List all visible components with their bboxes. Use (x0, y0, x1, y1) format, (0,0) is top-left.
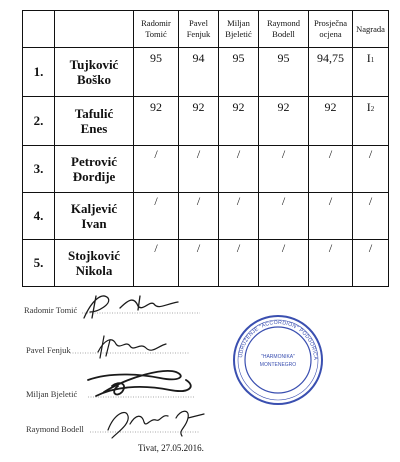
average-cell: / (309, 146, 353, 193)
signature-label-bodell: Raymond Bodell (26, 424, 84, 434)
award-cell: / (353, 146, 389, 193)
row-number: 1. (23, 48, 55, 97)
signature-scribble-bodell (108, 411, 204, 438)
header-judge-2-label: Pavel Fenjuk (186, 18, 211, 39)
row-number: 3. (23, 146, 55, 193)
contestant-name: Kaljević Ivan (55, 193, 134, 240)
score-cell: / (259, 146, 309, 193)
signature-label-bjeletic: Miljan Bjeletić (26, 389, 78, 399)
row-number: 5. (23, 240, 55, 287)
contestant-name: Tujković Boško (55, 48, 134, 97)
svg-text:"HARMONIKA": "HARMONIKA" (261, 354, 295, 360)
score-cell: 95 (259, 48, 309, 97)
award-cell: I2 (353, 97, 389, 146)
average-cell: 92 (309, 97, 353, 146)
average-cell: / (309, 193, 353, 240)
header-average-label: Prosječna ocjena (313, 18, 348, 39)
signature-scribble-fenjuk (98, 336, 166, 358)
score-cell: / (179, 240, 219, 287)
score-cell: / (134, 193, 179, 240)
score-cell: 92 (219, 97, 259, 146)
award-cell: / (353, 240, 389, 287)
score-cell: 92 (259, 97, 309, 146)
row-number: 4. (23, 193, 55, 240)
score-cell: / (179, 193, 219, 240)
score-cell: / (259, 240, 309, 287)
award-cell: I1 (353, 48, 389, 97)
contestant-name: Petrović Đorđije (55, 146, 134, 193)
score-cell: / (134, 240, 179, 287)
score-cell: / (219, 146, 259, 193)
score-cell: 95 (134, 48, 179, 97)
header-judge-1-label: Radomir Tomić (141, 18, 171, 39)
row-number: 2. (23, 97, 55, 146)
contestant-name: Stojković Nikola (55, 240, 134, 287)
header-award-label: Nagrada (356, 23, 385, 34)
score-cell: / (219, 193, 259, 240)
svg-text:UDRUŽENJE "ACCORDION" PODGORIC: UDRUŽENJE "ACCORDION" PODGORICA (238, 319, 319, 361)
header-judge-3-label: Miljan Bjeletić (225, 18, 252, 39)
place-date: Tivat, 27.05.2016. (138, 443, 204, 453)
stamp-seal (234, 316, 322, 404)
average-cell: / (309, 240, 353, 287)
signature-label-tomic: Radomir Tomić (24, 305, 78, 315)
score-cell: 92 (134, 97, 179, 146)
score-cell: 94 (179, 48, 219, 97)
header-judge-4-label: Raymond Bodell (266, 18, 301, 39)
signature-label-fenjuk: Pavel Fenjuk (26, 345, 71, 355)
score-cell: / (134, 146, 179, 193)
award-cell: / (353, 193, 389, 240)
signature-dotted-lines (70, 313, 200, 432)
score-cell: / (219, 240, 259, 287)
score-cell: 92 (179, 97, 219, 146)
average-cell: 94,75 (309, 48, 353, 97)
signature-scribble-bjeletic (88, 371, 191, 396)
score-cell: / (179, 146, 219, 193)
score-cell: 95 (219, 48, 259, 97)
signature-scribble-tomic (84, 296, 178, 318)
svg-text:MONTENEGRO: MONTENEGRO (259, 362, 297, 368)
score-cell: / (259, 193, 309, 240)
contestant-name: Tafulić Enes (55, 97, 134, 146)
